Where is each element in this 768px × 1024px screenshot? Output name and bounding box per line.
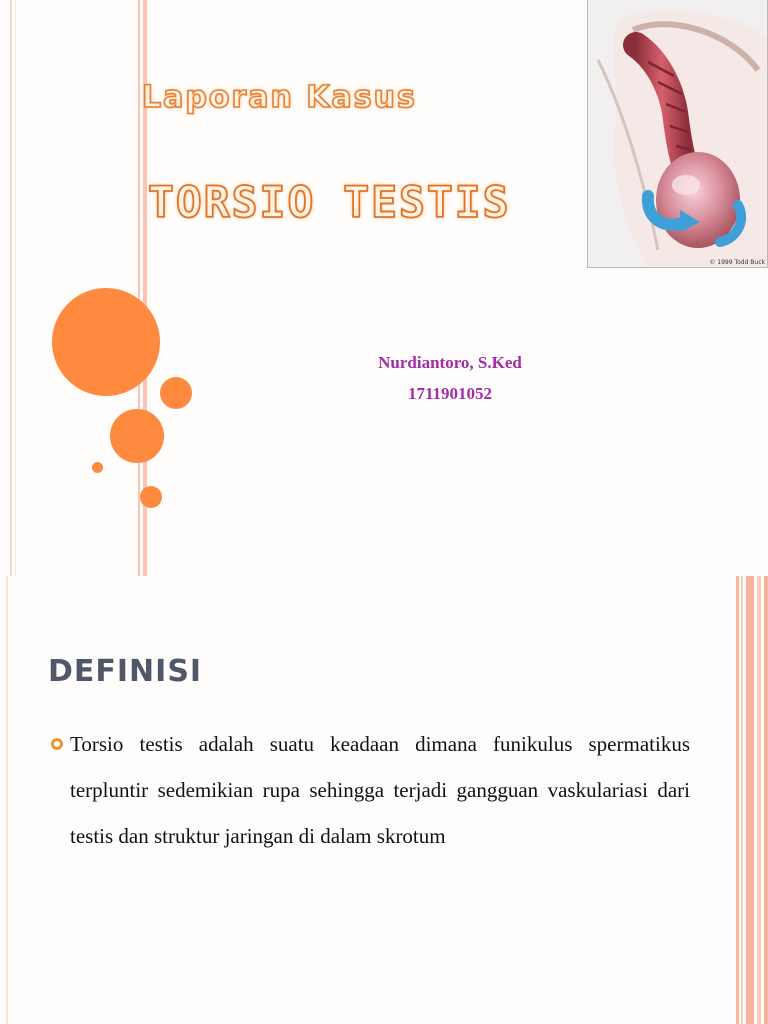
torsion-illustration [587, 0, 768, 268]
decorative-bar [15, 0, 16, 576]
decorative-bar [138, 0, 140, 576]
decorative-bar [741, 576, 743, 1024]
decorative-bar [10, 0, 12, 576]
decorative-bar [764, 576, 768, 1024]
slide-heading: DEFINISI [48, 654, 203, 689]
decorative-circle [140, 486, 162, 508]
definition-slide [0, 576, 768, 1024]
bullet-circle-icon [51, 738, 63, 750]
decorative-bar [757, 576, 761, 1024]
testis-illustration-icon [588, 0, 768, 268]
decorative-bar [736, 576, 739, 1024]
decorative-bar [6, 576, 8, 1024]
decorative-circle-large [52, 288, 160, 396]
author-name: Nurdiantoro, S.Ked [378, 353, 522, 372]
slide-subtitle: Laporan Kasus [142, 80, 417, 115]
definition-text: Torsio testis adalah suatu keadaan dimana funikulus spermatikus terpluntir sedemikian rupa sehingga terjadi gangguan vaskulariasi dari testis dan struktur jaringan di dalam skrotum [70, 732, 690, 848]
slide-title: TORSIO TESTIS [148, 178, 511, 228]
image-credit: © 1999 Todd Buck [709, 259, 765, 266]
decorative-circle [110, 409, 164, 463]
decorative-circle [160, 377, 192, 409]
decorative-circle-small [92, 462, 103, 473]
decorative-bar [746, 576, 754, 1024]
author-id: 1711901052 [407, 384, 493, 403]
